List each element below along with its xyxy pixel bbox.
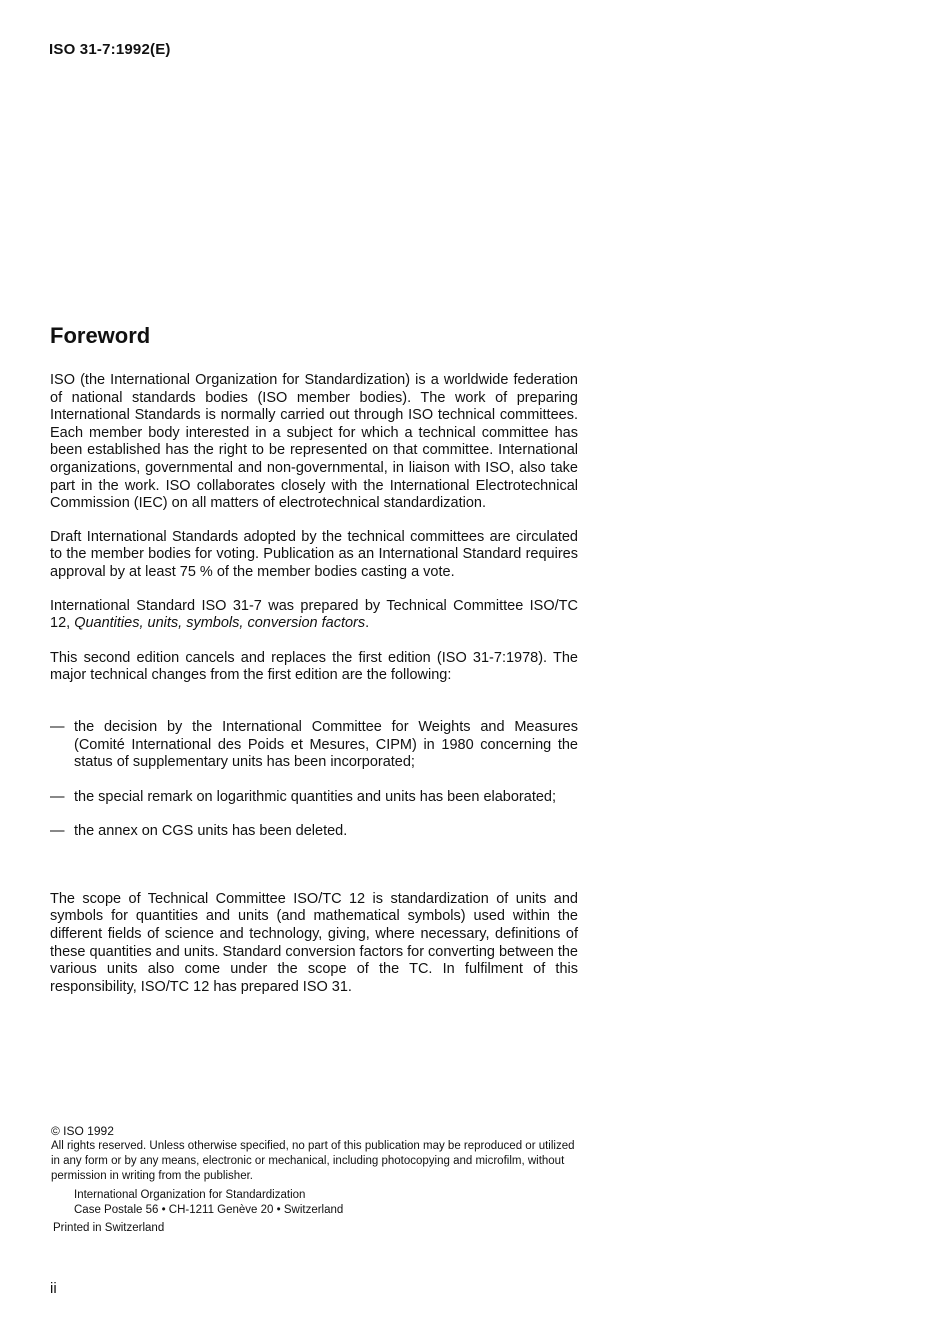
publisher-address: Case Postale 56 • CH-1211 Genève 20 • Switzerland: [74, 1204, 344, 1216]
paragraph-scope: The scope of Technical Committee ISO/TC 12 is standardization of units and symbols for quantities and units (and mathematical symbols) used within the different fields of science and technology, giving, where necessary, definitions of these quantities and units. Standard conversion factors for converting between the various units also come under the scope of the TC. In fulfilment of this responsibility, ISO/TC 12 has prepared ISO 31.: [50, 890, 578, 995]
list-item: [50, 719, 578, 772]
foreword-body: [50, 372, 578, 996]
dash-marker: —: [50, 718, 65, 735]
changes-list: [50, 719, 578, 841]
rights-statement: All rights reserved. Unless otherwise specified, no part of this publication may be reproduced or utilized in any form or by any means, electronic or mechanical, including photocopying and microfilm, without permission in writing from the publisher.: [51, 1140, 575, 1182]
document-id: ISO 31-7:1992(E): [49, 41, 171, 58]
paragraph-draft-standards: Draft International Standards adopted by the technical committees are circulated to the member bodies for voting. Publication as an International Standard requires approval by at least 75 % of the member bodies casting a vote.: [50, 528, 578, 580]
list-item: [50, 823, 578, 841]
copyright-block: [51, 1124, 581, 1236]
paragraph-edition: This second edition cancels and replaces the first edition (ISO 31-7:1978). The major technical changes from the first edition are the following:: [50, 649, 578, 684]
list-item: [50, 789, 578, 807]
paragraph-prepared-by: [50, 598, 578, 633]
paragraph-iso-intro: ISO (the International Organization for Standardization) is a worldwide federation of national standards bodies (ISO member bodies). The work of preparing International Standards is normally carried out through ISO technical committees. Each member body interested in a subject for which a technical committee has been established has the right to be represented on that committee. International organizations, governmental and non-governmental, in liaison with ISO, also take part in the work. ISO collaborates closely with the International Electrotechnical Commission (IEC) on all matters of electrotechnical standardization.: [50, 372, 578, 512]
page-number: ii: [50, 1280, 57, 1297]
dash-marker: —: [50, 823, 65, 840]
list-item-text: the decision by the International Committee for Weights and Measures (Comité International des Poids et Mesures, CIPM) in 1980 concerning the status of supplementary units has been incorporated;: [74, 718, 578, 771]
prepared-by-end: .: [365, 615, 370, 632]
dash-marker: —: [50, 788, 65, 805]
page-title: Foreword: [50, 323, 151, 348]
committee-title: Quantities, units, symbols, conversion factors: [74, 615, 366, 632]
prepared-by-text: International Standard ISO 31-7 was prepared by Technical Committee ISO/TC 12,: [50, 597, 578, 632]
printed-in: Printed in Switzerland: [53, 1222, 165, 1234]
list-item-text: the special remark on logarithmic quantities and units has been elaborated;: [74, 788, 557, 805]
copyright-line: © ISO 1992: [51, 1124, 114, 1138]
list-item-text: the annex on CGS units has been deleted.: [74, 823, 348, 840]
publisher-org: International Organization for Standardization: [74, 1189, 306, 1201]
